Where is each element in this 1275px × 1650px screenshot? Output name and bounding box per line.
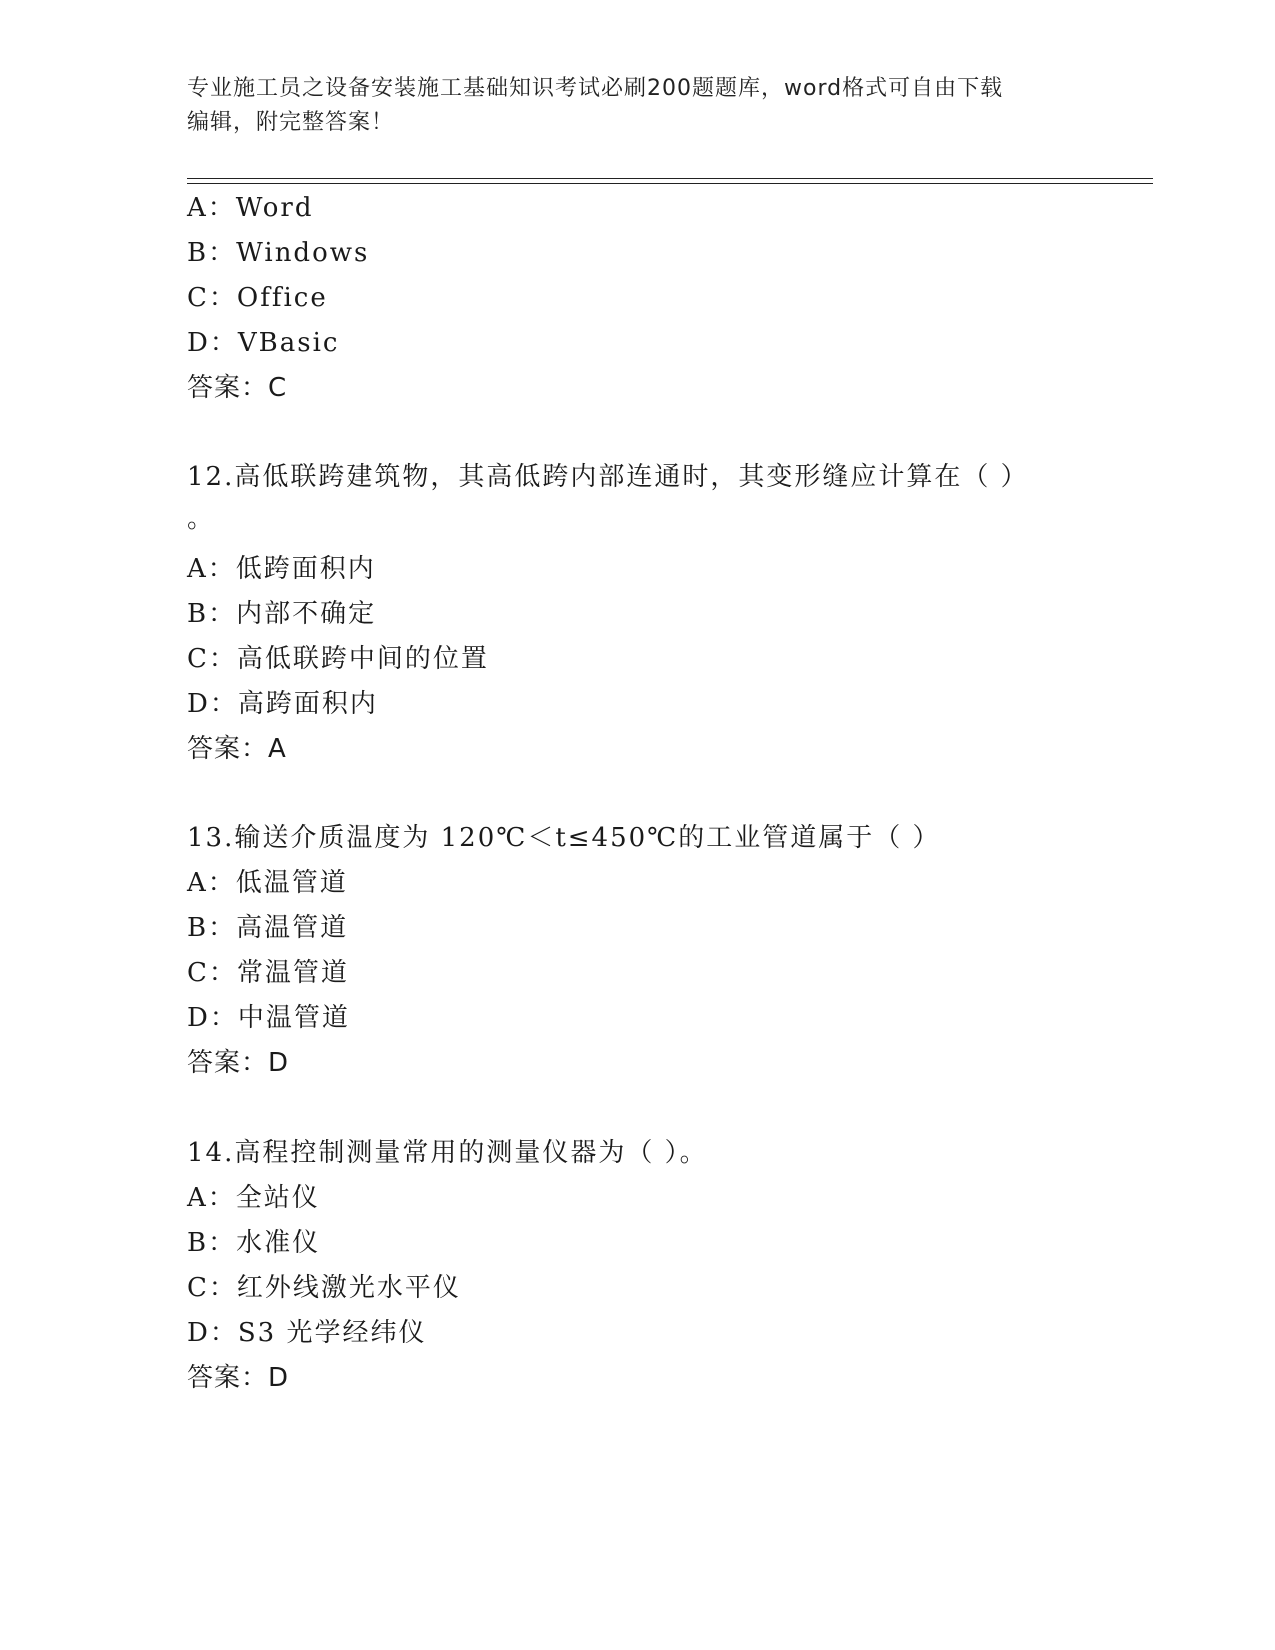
q14-question: 14.高程控制测量常用的测量仪器为（ ）。 [187,1138,708,1168]
q12-answer: 答案：A [187,734,287,764]
q14-option-c: C：红外线激光水平仪 [187,1273,461,1303]
q11-answer: 答案：C [187,373,288,403]
document-header [187,72,1087,140]
header-title-line1: 专业施工员之设备安装施工基础知识考试必刷200题题库，word格式可自由下载 [187,76,1004,101]
q11-option-b: B：Windows [187,238,370,268]
q12-option-c: C：高低联跨中间的位置 [187,644,489,674]
q11-option-c: C：Office [187,283,328,313]
q12-question-cont: 。 [187,504,216,534]
q14-answer: 答案：D [187,1363,290,1393]
header-divider-top [187,178,1153,179]
q14-option-b: B：水准仪 [187,1228,321,1258]
q13-option-a: A：低温管道 [187,868,348,898]
q13-option-d: D：中温管道 [187,1003,350,1033]
q13-option-c: C：常温管道 [187,958,349,988]
q12-option-b: B：内部不确定 [187,599,377,629]
q12-option-d: D：高跨面积内 [187,689,378,719]
q14-option-d: D：S3 光学经纬仪 [187,1318,427,1348]
q13-answer: 答案：D [187,1048,290,1078]
q11-option-d: D：VBasic [187,328,340,358]
header-divider-bottom [187,183,1153,184]
header-title-line2: 编辑，附完整答案！ [187,110,395,135]
q11-option-a: A：Word [187,193,314,223]
q13-question: 13.输送介质温度为 120℃＜t≤450℃的工业管道属于（ ） [187,823,941,853]
q14-option-a: A：全站仪 [187,1183,320,1213]
q12-question: 12.高低联跨建筑物，其高低跨内部连通时，其变形缝应计算在（ ） [187,462,1029,492]
q13-option-b: B：高温管道 [187,913,349,943]
q12-option-a: A：低跨面积内 [187,554,376,584]
